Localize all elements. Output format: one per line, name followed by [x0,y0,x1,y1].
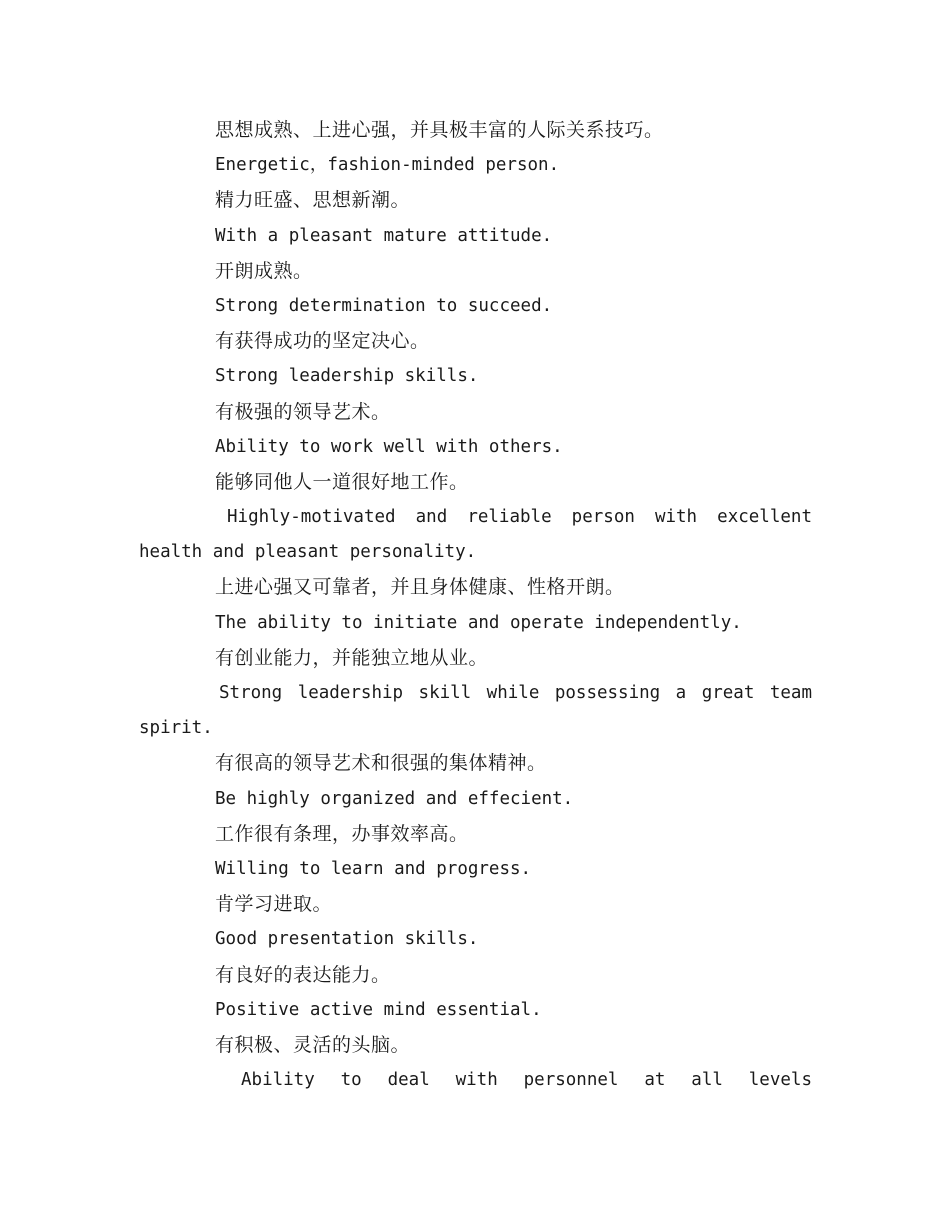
text-line: spirit. [139,718,213,739]
text-line: 有积极、灵活的头脑。 [215,1033,411,1056]
text-line: 有极强的领导艺术。 [215,400,391,423]
text-line: 开朗成熟。 [215,259,313,282]
document-body [139,113,812,1098]
text-line: Willing to learn and progress. [215,858,532,879]
text-line: Strong determination to succeed. [215,295,553,316]
text-line: Positive active mind essential. [215,999,542,1020]
text-line: health and pleasant personality. [139,542,477,563]
text-line: Energetic，fashion-minded person. [215,155,560,176]
text-line: Strong leadership skill while possessing a great team [219,683,812,703]
text-line: Good presentation skills. [215,929,479,950]
text-line: 能够同他人一道很好地工作。 [215,470,469,493]
text-line: 有获得成功的坚定决心。 [215,330,430,353]
text-line: Strong leadership skills. [215,366,479,387]
text-line: 有良好的表达能力。 [215,963,391,986]
text-line: 有很高的领导艺术和很强的集体精神。 [215,752,547,775]
text-line: The ability to initiate and operate independently. [215,612,742,633]
text-line: Ability to deal with personnel at all levels [241,1070,812,1091]
text-line: With a pleasant mature attitude. [215,225,553,246]
text-line: Be highly organized and effecient. [215,788,574,809]
text-line: Ability to work well with others. [215,436,563,457]
text-line: Highly-motivated and reliable person with excellent [227,507,812,528]
text-line: 精力旺盛、思想新潮。 [215,189,411,212]
text-line: 工作很有条理，办事效率高。 [215,822,469,845]
text-line: 肯学习进取。 [215,893,333,916]
text-line: 思想成熟、上进心强，并具极丰富的人际关系技巧。 [215,119,664,141]
text-line: 有创业能力，并能独立地从业。 [215,646,489,669]
text-line: 上进心强又可靠者，并且身体健康、性格开朗。 [215,576,625,599]
